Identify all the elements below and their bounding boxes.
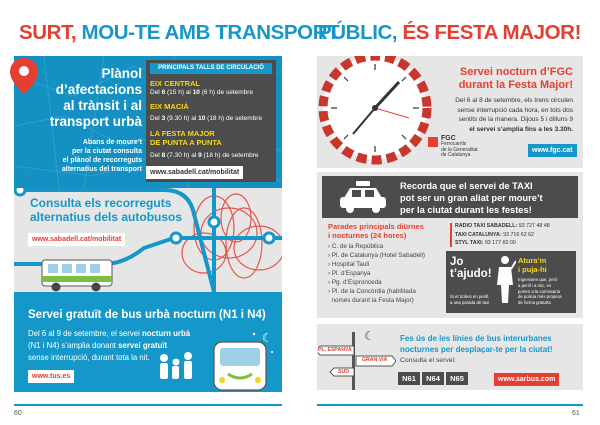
help-small-line: a una parada de taxi [450, 299, 490, 305]
taxi-car-icon [338, 180, 388, 214]
list-item: › Hospital Taulí [328, 261, 370, 268]
night-scene-illustration [150, 328, 280, 392]
list-item: › Pl. de la Concòrdia (habilitada [328, 288, 416, 295]
line-badge: N61 [398, 372, 420, 385]
plan-title-line: transport urbà [49, 114, 142, 129]
text-bold: servei gratuït [118, 341, 168, 350]
bus-icon [40, 258, 115, 294]
list-item: › C. de la República [328, 243, 384, 250]
taxi-stops-list [328, 242, 425, 305]
list-item: › Pl. d’Espanya [328, 270, 371, 277]
stop-name: Pl. de la Concòrdia (habilitada [331, 288, 416, 295]
stop-name: només durant la Festa Major) [331, 297, 414, 304]
date-time: (7.30 h) [167, 152, 190, 159]
closure-name: EIX CENTRAL [150, 79, 201, 88]
help-title-line: Atura’m [518, 256, 547, 265]
list-item: › Pl. de Catalunya (Hotel Sabadell) [328, 252, 425, 259]
taxi-title-line: Recorda que el servei de TAXI [400, 181, 533, 191]
date-text: de setembre [222, 152, 259, 159]
person-icon [494, 255, 516, 305]
stops-title-line: i nocturnes (24 hores) [328, 231, 407, 240]
date-day: 9 [198, 152, 202, 159]
date-text: de setembre [216, 89, 254, 96]
sign-label: GRAN VIA [362, 357, 388, 363]
right-heading [318, 21, 581, 45]
page-rule-right [317, 404, 583, 406]
bus-routes-title [30, 196, 182, 224]
text-span: (N1 i N4) s’amplia donant [28, 341, 116, 350]
date-text: Del [150, 115, 160, 122]
date-time: (18 h) [207, 115, 225, 122]
phone-row [455, 239, 550, 248]
plan-desc-line: el plànol de recorreguts [62, 157, 142, 164]
taxi-stops-title [328, 222, 424, 240]
closure-dates [150, 152, 258, 159]
tus-link[interactable]: www.tus.es [28, 370, 74, 383]
fgc-logo-text: FGC [441, 135, 456, 142]
fgc-logo-icon [428, 137, 438, 147]
date-day: 6 [161, 89, 166, 96]
help-title [518, 257, 547, 274]
stops-title-line: Parades principals diürnes [328, 222, 424, 231]
interurban-subtitle: Consulta el servei: [400, 357, 456, 364]
fgc-body-line: Del 6 al 8 de setembre, els trens circulen [455, 97, 573, 104]
taxi-title [400, 180, 543, 216]
plan-desc-line: alternatius del transport [61, 166, 142, 173]
date-day: 8 [161, 152, 166, 159]
plan-title-line: Plànol [101, 66, 142, 81]
phone-number: 93 177 60 00 [484, 240, 516, 246]
interurban-title [400, 333, 553, 355]
help-body-line: a perill i a risc, es [518, 282, 552, 288]
sign-label: SUD [338, 369, 349, 375]
closure-name-line: LA FESTA MAJOR [150, 129, 215, 138]
stop-name: Hospital Taulí [331, 261, 370, 268]
stop-name: Pg. d’Espronceda [331, 279, 382, 286]
night-bus-line: sense interrupció, durant tota la nit. [28, 353, 150, 362]
phone-number: 93 727 48 48 [518, 223, 550, 229]
bus-routes-title-line: alternatius dels autobusos [30, 210, 183, 224]
line-badge: N64 [422, 372, 444, 385]
list-item [328, 296, 425, 305]
closure-name: EIX MACIÀ [150, 102, 189, 111]
stop-name: C. de la República [331, 243, 384, 250]
help-title-line: i puja-hi [518, 264, 547, 274]
text-bold: nocturn urbà [141, 329, 191, 338]
date-time: (6 h) [201, 89, 216, 96]
svg-text:☾: ☾ [262, 331, 273, 345]
line-badge: N65 [446, 372, 468, 385]
night-bus-title: Servei gratuït de bus urbà nocturn (N1 i N4) [28, 309, 266, 321]
fgc-link[interactable]: www.fgc.cat [528, 144, 577, 157]
fgc-title-line: Servei nocturn d’FGC [459, 66, 573, 78]
fgc-body [430, 96, 573, 134]
mobility-link-2[interactable]: www.sabadell.cat/mobilitat [28, 233, 125, 246]
plan-title [46, 66, 142, 130]
fgc-logo [441, 135, 478, 159]
heading-part-1: SURT, [19, 21, 77, 44]
fgc-title [440, 66, 573, 92]
phone-name: STYL TAXI: [455, 240, 484, 246]
date-text: al [191, 115, 197, 122]
svg-text:☾: ☾ [364, 329, 375, 343]
text-span: Del 6 al 9 de setembre, el servei [28, 329, 140, 338]
closure-name-line: DE PUNTA A PUNTA [150, 138, 222, 147]
heading-part-2: ÉS FESTA MAJOR! [402, 21, 582, 44]
help-body-line: de forma gratuïta [518, 300, 551, 306]
date-text: Del [150, 152, 160, 159]
help-body-line: porten a la comissaria [518, 288, 561, 294]
stop-name: Pl. de Catalunya (Hotel Sabadell) [331, 252, 425, 259]
help-body [518, 277, 561, 306]
date-text: Del [150, 89, 160, 96]
heading-part-2: MOU-TE AMB TRANSPORT [81, 21, 340, 44]
list-item: › Pg. d’Espronceda [328, 279, 382, 286]
location-pin-icon [8, 56, 40, 96]
plan-description [46, 138, 142, 174]
phone-number: 93 716 62 62 [503, 231, 535, 238]
bus-routes-title-line: Consulta els recorreguts [30, 196, 172, 210]
taxi-title-line: pot ser un gran aliat per moure’t [400, 193, 543, 203]
page-number-left: 60 [14, 410, 22, 417]
stop-name: Pl. d’Espanya [331, 270, 371, 277]
closure-name [150, 129, 222, 147]
date-time: (15 h) [167, 89, 184, 96]
date-day: 10 [192, 89, 200, 96]
phone-row [455, 222, 550, 231]
closure-dates [150, 89, 253, 96]
date-text: al [185, 89, 191, 96]
page-number-right: 61 [572, 410, 580, 417]
plan-title-line: al trànsit i al [63, 98, 142, 113]
help-body-line: de policia més propera [518, 294, 562, 300]
phone-name: RADIO TAXI SABADELL: [455, 223, 518, 229]
fgc-logo-text: de Catalunya [441, 152, 471, 158]
help-big-text: Jo t’ajudo! [450, 256, 492, 280]
phone-name: TAXI CATALUNYA: [455, 231, 502, 238]
help-body-line: Ingressem que, però [518, 277, 558, 282]
sign-label: PL. ESPANYA [318, 347, 352, 353]
fgc-body-line: sense interrupció cada hora, en tots dos [457, 106, 573, 114]
date-time: (18 h) [203, 152, 221, 159]
date-time: (9.30 h) [167, 115, 190, 122]
plan-title-line: d’afectacions [55, 82, 142, 97]
phones-divider [450, 223, 452, 247]
sarbus-link[interactable]: www.sarbus.com [494, 373, 559, 386]
date-text: de setembre [225, 115, 263, 122]
date-day: 10 [198, 115, 206, 122]
mobility-link[interactable]: www.sabadell.cat/mobilitat [146, 166, 243, 179]
taxi-phones [455, 222, 550, 248]
fgc-logo-text: de la Generalitat [441, 146, 478, 153]
help-small-text [450, 294, 489, 305]
date-day: 3 [161, 115, 166, 122]
fgc-logo-text: Ferrocarrils [441, 141, 467, 147]
closure-dates [150, 115, 262, 122]
phone-row [455, 231, 550, 240]
closures-header: PRINCIPALS TALLS DE CIRCULACIÓ [150, 63, 272, 74]
plan-desc-line: Abans de moure’t [82, 139, 142, 146]
taxi-title-line: per la ciutat durant les festes! [400, 205, 532, 215]
left-heading [19, 21, 339, 45]
interurban-title-line: nocturnes per desplaçar-te per la ciutat! [400, 345, 553, 354]
fgc-title-line: durant la Festa Major! [458, 79, 573, 91]
date-text: al [191, 152, 197, 159]
fgc-body-line: el servei s’amplia fins a les 3.30h. [469, 125, 573, 133]
page-rule-left [14, 404, 282, 406]
clock-icon [317, 56, 445, 168]
plan-desc-line: per la ciutat consulta [71, 148, 142, 155]
fgc-body-line: sentits de la manera. Dijous 5 i dilluns 9 [458, 116, 573, 123]
heading-part-1: PÚBLIC, [318, 21, 398, 44]
interurban-title-line: Fes ús de les línies de bus interurbanes [400, 334, 552, 343]
help-small-line: Si et trobes en perill, [450, 294, 490, 299]
